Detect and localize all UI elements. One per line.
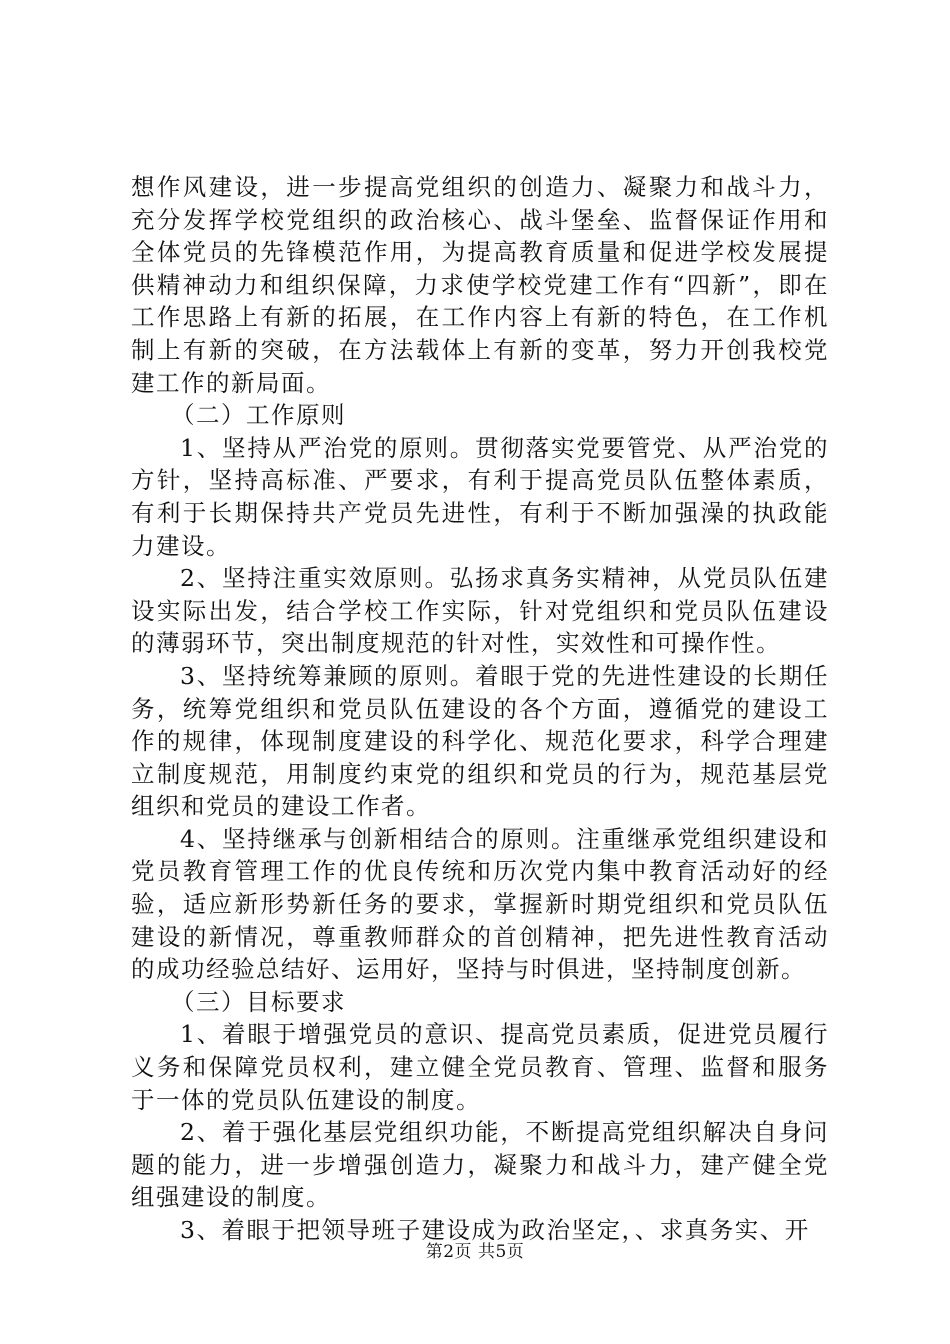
paragraph: 3、坚持统筹兼顾的原则。着眼于党的先进性建设的长期任务，统筹党组织和党员队伍建设的各个方面，遵循党的建设工作的规律，体现制度建设的科学化、规范化要求，科学合理建立制度规范，用制度约束党的组织和党员的行为，规范基层党组织和党员的建设工作者。 [131,661,829,821]
page-number: 第2页 共5页 [425,1242,525,1262]
section-heading: （三）目标要求 [171,987,346,1016]
section-heading: （二）工作原则 [171,401,346,430]
page-footer [0,1241,950,1263]
document-body [131,171,829,1247]
paragraph: 2、着于强化基层党组织功能，不断提高党组织解决自身问题的能力，进一步增强创造力，凝聚力和战斗力，建产健全党组强建设的制度。 [131,1118,829,1212]
paragraph: 1、着眼于增强党员的意识、提高党员素质，促进党员履行义务和保障党员权利，建立健全党员教育、管理、监督和服务于一体的党员队伍建设的制度。 [131,1020,829,1114]
paragraph: 想作风建设，进一步提高党组织的创造力、凝聚力和战斗力，充分发挥学校党组织的政治核心、战斗堡垒、监督保证作用和全体党员的先锋模范作用，为提高教育质量和促进学校发展提供精神动力和组织保障，力求使学校党建工作有“四新”，即在工作思路上有新的拓展，在工作内容上有新的特色，在工作机制上有新的突破，在方法载体上有新的变革，努力开创我校党建工作的新局面。 [131,173,829,397]
paragraph: 2、坚持注重实效原则。弘扬求真务实精神，从党员队伍建设实际出发，结合学校工作实际，针对党组织和党员队伍建设的薄弱环节，突出制度规范的针对性，实效性和可操作性。 [131,564,829,658]
paragraph: 4、坚持继承与创新相结合的原则。注重继承党组织建设和党员教育管理工作的优良传统和历次党内集中教育活动好的经验，适应新形势新任务的要求，掌握新时期党组织和党员队伍建设的新情况，尊重教师群众的首创精神，把先进性教育活动的成功经验总结好、运用好，坚持与时俱进，坚持制度创新。 [131,824,829,984]
paragraph: 1、坚持从严治党的原则。贯彻落实党要管党、从严治党的方针，坚持高标准、严要求，有利于提高党员队伍整体素质，有利于长期保持共产党员先进性，有利于不断加强澡的执政能力建设。 [131,433,829,560]
paragraph: 3、着眼于把领导班子建设成为政治坚定，、求真务实、开 [180,1216,810,1244]
